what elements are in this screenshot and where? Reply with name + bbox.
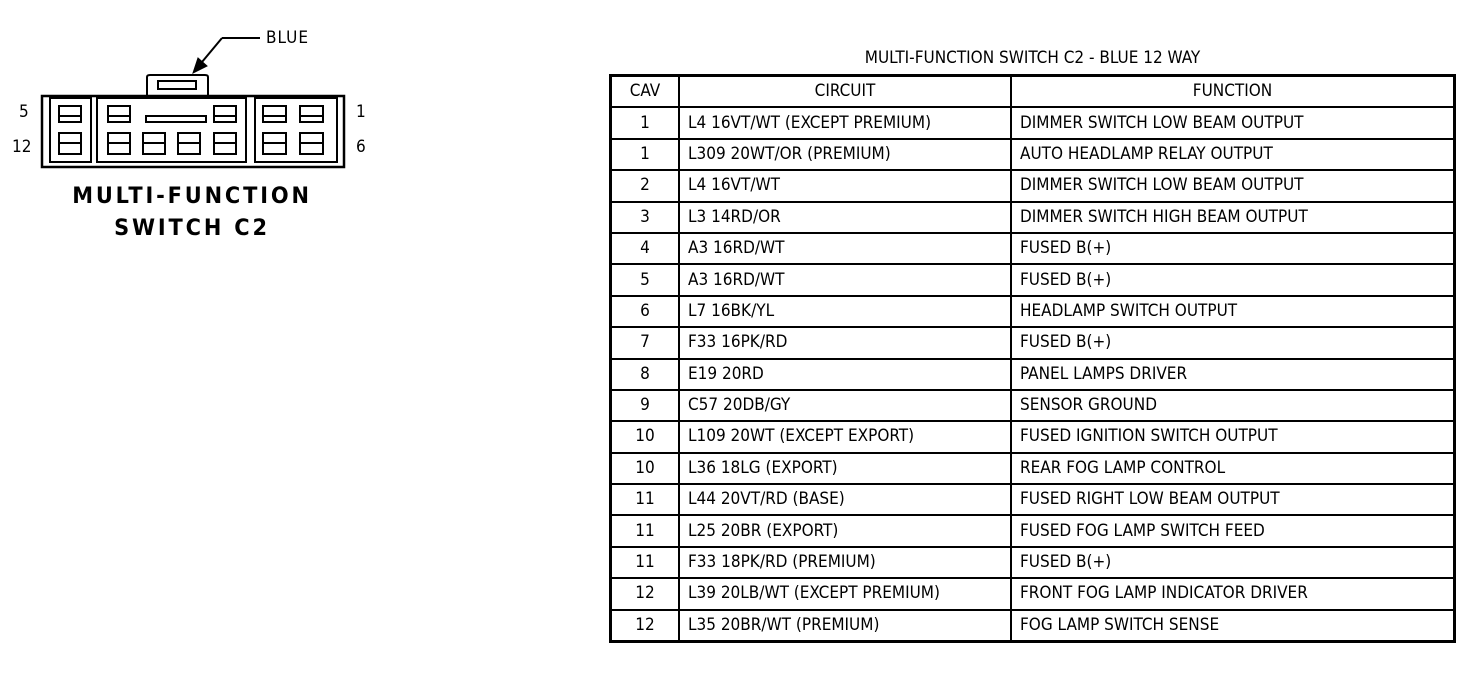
table-row xyxy=(611,515,1455,546)
cell-function: FUSED B(+) xyxy=(1011,264,1455,295)
pin-label-bottom-right: 6 xyxy=(356,137,366,157)
cell-circuit: F33 18PK/RD (PREMIUM) xyxy=(679,547,1011,578)
cell-function: SENSOR GROUND xyxy=(1011,390,1455,421)
cell-circuit: L36 18LG (EXPORT) xyxy=(679,453,1011,484)
cell-function: AUTO HEADLAMP RELAY OUTPUT xyxy=(1011,139,1455,170)
cell-function: FUSED IGNITION SWITCH OUTPUT xyxy=(1011,421,1455,452)
table-row xyxy=(611,202,1455,233)
cell-circuit: L35 20BR/WT (PREMIUM) xyxy=(679,610,1011,642)
cell-circuit: L3 14RD/OR xyxy=(679,202,1011,233)
table-row xyxy=(611,264,1455,295)
header-cav: CAV xyxy=(611,76,680,108)
connector-name-line-1: MULTI-FUNCTION xyxy=(72,184,312,209)
cell-function: FOG LAMP SWITCH SENSE xyxy=(1011,610,1455,642)
table-title: MULTI-FUNCTION SWITCH C2 - BLUE 12 WAY xyxy=(864,48,1201,68)
table-header-row xyxy=(611,76,1455,108)
cell-circuit: L25 20BR (EXPORT) xyxy=(679,515,1011,546)
cell-circuit: L4 16VT/WT xyxy=(679,170,1011,201)
pin-label-top-right: 1 xyxy=(356,102,366,122)
cell-function: REAR FOG LAMP CONTROL xyxy=(1011,453,1455,484)
table-row xyxy=(611,453,1455,484)
cell-function: HEADLAMP SWITCH OUTPUT xyxy=(1011,296,1455,327)
connector-diagram xyxy=(0,0,380,260)
cell-cav: 11 xyxy=(611,547,680,578)
cell-function: FUSED B(+) xyxy=(1011,233,1455,264)
connector-color-label: BLUE xyxy=(266,28,310,48)
cell-cav: 9 xyxy=(611,390,680,421)
cell-cav: 1 xyxy=(611,107,680,138)
cell-function: FUSED B(+) xyxy=(1011,547,1455,578)
table-row xyxy=(611,578,1455,609)
cell-cav: 10 xyxy=(611,453,680,484)
pin-label-top-left: 5 xyxy=(19,102,29,122)
table-row xyxy=(611,359,1455,390)
cell-cav: 1 xyxy=(611,139,680,170)
table-row xyxy=(611,296,1455,327)
cell-function: FUSED FOG LAMP SWITCH FEED xyxy=(1011,515,1455,546)
cell-function: DIMMER SWITCH LOW BEAM OUTPUT xyxy=(1011,170,1455,201)
cell-function: DIMMER SWITCH LOW BEAM OUTPUT xyxy=(1011,107,1455,138)
cell-function: FRONT FOG LAMP INDICATOR DRIVER xyxy=(1011,578,1455,609)
table-row xyxy=(611,327,1455,358)
cell-circuit: A3 16RD/WT xyxy=(679,233,1011,264)
cell-cav: 12 xyxy=(611,610,680,642)
table-row xyxy=(611,547,1455,578)
connector-name-line-2: SWITCH C2 xyxy=(114,216,270,241)
cell-cav: 10 xyxy=(611,421,680,452)
header-function: FUNCTION xyxy=(1011,76,1455,108)
cell-cav: 11 xyxy=(611,484,680,515)
cell-circuit: L109 20WT (EXCEPT EXPORT) xyxy=(679,421,1011,452)
table-row xyxy=(611,484,1455,515)
cell-circuit: F33 16PK/RD xyxy=(679,327,1011,358)
cell-circuit: L309 20WT/OR (PREMIUM) xyxy=(679,139,1011,170)
table-row xyxy=(611,170,1455,201)
cell-circuit: L44 20VT/RD (BASE) xyxy=(679,484,1011,515)
cell-cav: 7 xyxy=(611,327,680,358)
cell-circuit: A3 16RD/WT xyxy=(679,264,1011,295)
cell-cav: 11 xyxy=(611,515,680,546)
cell-cav: 12 xyxy=(611,578,680,609)
table-row xyxy=(611,390,1455,421)
cell-function: FUSED RIGHT LOW BEAM OUTPUT xyxy=(1011,484,1455,515)
table-row xyxy=(611,421,1455,452)
cell-circuit: L4 16VT/WT (EXCEPT PREMIUM) xyxy=(679,107,1011,138)
cell-cav: 8 xyxy=(611,359,680,390)
cell-cav: 6 xyxy=(611,296,680,327)
table-row xyxy=(611,610,1455,642)
pin-label-bottom-left: 12 xyxy=(12,137,32,157)
cell-cav: 2 xyxy=(611,170,680,201)
cell-circuit: L7 16BK/YL xyxy=(679,296,1011,327)
header-circuit: CIRCUIT xyxy=(679,76,1011,108)
cell-function: PANEL LAMPS DRIVER xyxy=(1011,359,1455,390)
pinout-table xyxy=(609,74,1456,643)
table-row xyxy=(611,233,1455,264)
cell-circuit: E19 20RD xyxy=(679,359,1011,390)
cell-cav: 3 xyxy=(611,202,680,233)
cell-circuit: L39 20LB/WT (EXCEPT PREMIUM) xyxy=(679,578,1011,609)
cell-cav: 4 xyxy=(611,233,680,264)
table-row xyxy=(611,139,1455,170)
cell-cav: 5 xyxy=(611,264,680,295)
cell-function: DIMMER SWITCH HIGH BEAM OUTPUT xyxy=(1011,202,1455,233)
cell-circuit: C57 20DB/GY xyxy=(679,390,1011,421)
cell-function: FUSED B(+) xyxy=(1011,327,1455,358)
table-row xyxy=(611,107,1455,138)
